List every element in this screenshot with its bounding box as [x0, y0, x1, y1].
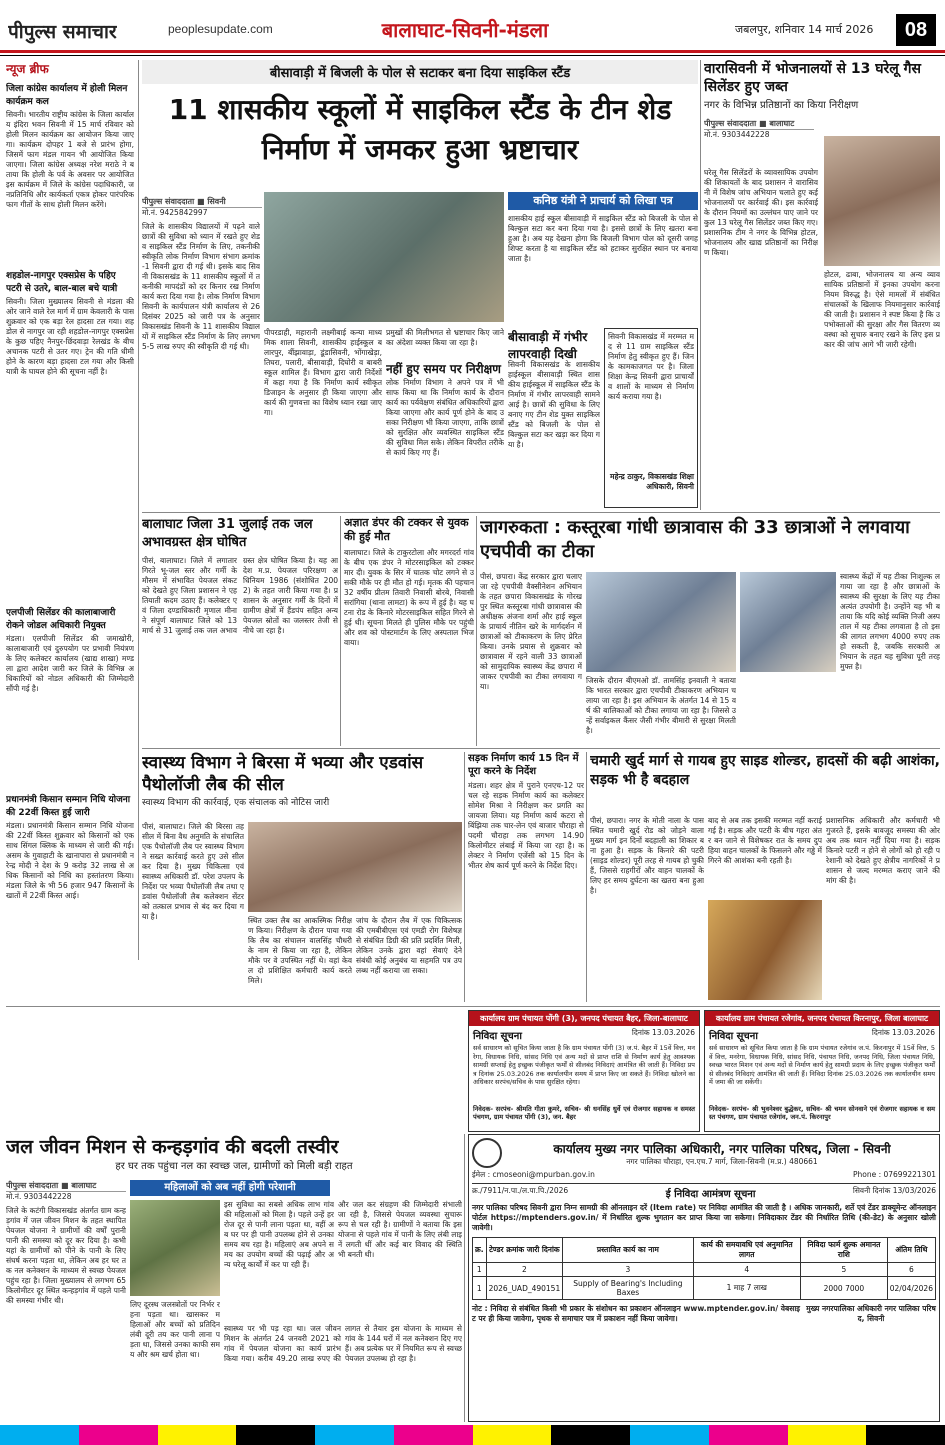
lead-body-1: जिले के शासकीय विद्यालयों में पढ़ने वाले छात्रों की सुविधा को ध्यान में रखते हुए शेड व साइकिल स्टैंड निर्माण के लिए, तकनीकी स्वीकृति लोक निर्माण विभाग संभाग क्रमांक-1 सिवनी द्वारा दी गई थी। इसके बाद सिवनी विकासखंड के 11 शासकीय स्कूलों में तकनीकी मापदंडों को दर किनार रख निर्माण कार्य करा दिया गया है। लोक निर्माण विभाग सिवनी के कार्यपालन यंत्री कार्यालय से 26 दिसंबर 2025 को जारी पत्र के अनुसार विकासखंड सिवनी के 11 शासकीय विद्यालयों में साइकिल स्टैंड निर्माण के लिए लगभग 5-5 लाख रुपए की स्वीकृति दी गई थी।: [142, 222, 260, 351]
lead-byline: पीपुल्स संवाददाता ■ सिवनी: [142, 196, 262, 208]
jal-body-4: स्वास्थ्य पर भी पड़ रहा था। जल जीवन मिशन के अंतर्गत 24 जनवरी 2021 को गांव में पेयजल योजना का कार्य प्रारंभ किया गया। करीब 49.20 लाख रुपए की लागत से तैयार इस योजना के माध्यम से गांव के 144 घरों में नल कनेक्शन दिए गए हैं। अब प्रत्येक घर में नियमित रूप से स्वच्छ पेयजल उपलब्ध हो रहा है।: [224, 1324, 462, 1363]
nps-col-fee: निविदा फार्म शुल्क अमानत राशि: [801, 1238, 888, 1263]
nps-col-work: प्रस्तावित कार्य का नाम: [563, 1238, 693, 1263]
jal-body-1: जिले के कटंगी विकासखंड अंतर्गत ग्राम कन्हड़गांव में जल जीवन मिशन के तहत स्थापित पेयजल योजना ने ग्रामीणों की वर्षों पुरानी पानी की समस्या को दूर कर दिया है। कभी यहां के ग्रामीणों को पीने के पानी के लिए संघर्ष करना पड़ता था, लेकिन अब हर घर तक नल कनेक्शन के माध्यम से स्वच्छ पेयजल पहुंच रहा है। जिला मुख्यालय से लगभग 65 किलोमीटर दूर स्थित कन्हड़गांव में पहले पानी की समस्या गंभीर थी।: [6, 1206, 126, 1305]
lead-headline: 11 शासकीय स्कूलों में साइकिल स्टैंड के टीन शेड निर्माण में जमकर हुआ भ्रष्टाचार: [168, 93, 672, 166]
hpv-vaccine-story: [480, 516, 940, 746]
page-number: 08: [896, 14, 936, 46]
lead-body-5: शासकीय हाई स्कूल बीसावाड़ी में साइकिल स्टैंड को बिजली के पोल से बिल्कुल सटा कर बना दिया गया है। इससे छात्रों के लिए खतरा बना हुआ है। अब यह देखना होगा कि बिजली विभाग पोल को दूसरी जगह शिफ्ट करता है या साइकिल स्टैंड को हटाकर सुरक्षित स्थान पर बनाया जाता है।: [508, 214, 698, 263]
column-divider: [464, 752, 465, 1002]
lead-quote: सिवनी विकासखंड में मरम्मत मद से 11 ग्राम साइकिल स्टैंड निर्माण हेतु स्वीकृत हुए हैं। जिनके कामकाजगत पर है। जिला शिक्षा केन्द्र सिवनी द्वारा प्राचार्यों व शालों के माध्यम से निर्माण कार्य कराया गया है।: [608, 332, 694, 401]
nps-intro: नगर पालिका परिषद सिवनी द्वारा निम्न सामग्री की ऑनलाइन दरें (Item rate) पर निविदा आमंत्रित की जाती है । अधिक जानकारी, शर्ते एवं टेंडर डाक्यूमेन्ट ऑनलाइन पोर्टल https://mptenders.gov.in/ में निर्धारित शुल्क भुगतान कर प्राप्त किया जा सकेगा। निविदाकार टेंडर की निर्धारित तिथि (की-डेट) के अनुसार खोली जावेगी।: [472, 1203, 936, 1232]
nps-title: कार्यालय मुख्य नगर पालिका अधिकारी, नगर पालिका परिषद, जिला - सिवनी: [553, 1141, 891, 1156]
tika-body-2: जिसके दौरान बीएमओ डॉ. तामसिंह इनवाती ने बताया कि भारत सरकार द्वारा एचपीवी टीकाकरण अभियान चलाया जा रहा है। इस अभियान के अंतर्गत 14 से 15 वर्ष की बालिकाओं को टीका लगाया जा रहा है। जिससे उन्हें सर्वाइकल कैंसर जैसी गंभीर बीमारी से सुरक्षा मिलती है।: [586, 676, 736, 735]
jal-jeevan-story: [6, 1134, 462, 1422]
column-divider: [476, 516, 477, 746]
nps-date: सिवनी दिनांक 13/03/2026: [852, 1186, 936, 1195]
lab-subhead: स्वास्थ्य विभाग की कार्रवाई, एक संचालक को नोटिस जारी: [142, 798, 330, 808]
lpg-headline: वारासिवनी में भोजनालयों से 13 घरेलू गैस सिलेंडर हुए जब्त: [704, 61, 921, 95]
nps-col-sr: क्र.: [473, 1238, 487, 1263]
lab-body-1: पीसं, बालाघाट। जिले की बिरसा तहसील में बिना वैध अनुमति के संचालित एक पैथोलॉजी लैब पर स्वास्थ्य विभाग ने सख्त कार्रवाई करते हुए उसे सील कर दिया है। मुख्य चिकित्सा एवं स्वास्थ्य अधिकारी डॉ. परेश उपलप के निर्देश पर भव्या पैथोलॉजी लैब तथा एडवांस पैथोलॉजी लैब कलेक्शन सेंटर को तत्काल प्रभाव से बंद कर दिया गया है।: [142, 822, 244, 921]
jal-byline: पीपुल्स संवाददाता ■ बालाघाट: [6, 1180, 126, 1192]
lead-body-6: सिवनी विकासखंड के शासकीय हाईस्कूल बीसावाड़ी स्थित शासकीय हाईस्कूल में साइकिल स्टैंड के निर्माण में गंभीर लापरवाही सामने आई है। छात्रों की सुविधा के लिए बनाए गए टीन शेड युक्त साइकिल स्टैंड को बिजली के पोल से बिल्कुल सटा कर खड़ा कर दिया गया है।: [508, 360, 600, 449]
shoulder-photo: [708, 900, 822, 1000]
accident-body: बालाघाट। जिले के टाकुरटोला और मगरदर्रा गांव के बीच एक डंपर ने मोटरसाइकिल को टक्कर मार दी। युवक के सिर में घातक चोट लगने से उसकी मौके पर ही मौत हो गई। मृतक की पहचान 32 वर्षीय प्रीतम तिवारी निवासी बोरबे, निवासी सरांगिया (थाना लामटा) के रूप में हुई है। यह घटना रोड के किनारे मोटरसाइकिल सहित गिरने से हुई थी। सूचना मिलते ही पुलिस मौके पर पहुंची और शव को पोस्टमार्टम के लिए अस्पताल भिजवाया।: [344, 548, 474, 647]
nps-row-lastdate: 02/04/2026: [887, 1277, 935, 1300]
column-divider: [586, 752, 587, 1002]
jal-bar: महिलाओं को अब नहीं होगी परेशानी: [130, 1180, 330, 1196]
tika-headline: जागरुकता : कस्तूरबा गांधी छात्रावास की 33 छात्राओं ने लगवाया एचपीवी का टीका: [480, 517, 910, 562]
jal-caption: लिए दूरस्थ जलस्त्रोतों पर निर्भर रहना पड़ता था। खासकर महिलाओं और बच्चों को प्रतिदिन लंबी दूरी तय कर पानी लाना पड़ता था, जिससे उनका काफी समय और श्रम खर्च होता था।: [130, 1300, 220, 1359]
jal-phone: मो.नं. 9303442228: [6, 1192, 72, 1201]
column-divider: [340, 516, 341, 746]
jal-body-3: और जल कर संग्रहण की जिम्मेदारी संभाली जा रही है, जिससे पेयजल व्यवस्था सुचारू रूप से चल रही है। ग्रामीणों ने बताया कि इस योजना से पहले गांव में पानी के लिए लंबी लाइनें लगती थीं और कई बार विवाद की स्थिति भी बनती थी।: [338, 1200, 462, 1259]
jal-photo-tap: [130, 1200, 220, 1296]
nps-label: ई निविदा आमंत्रण सूचना: [665, 1189, 756, 1200]
tender2-date: दिनांक 13.03.2026: [871, 1028, 935, 1037]
tender1-label: निविदा सूचना: [473, 1031, 522, 1042]
nps-table: [472, 1237, 936, 1300]
jal-headline: जल जीवन मिशन से कन्हड़गांव की बदली तस्वीर: [6, 1136, 339, 1158]
edition-band: बालाघाट-सिवनी-मंडला: [381, 18, 549, 42]
brief-title: न्यूज ब्रीफ: [6, 62, 49, 76]
tender2-body: सर्व साधारण को सूचित किया जाता है कि ग्राम पंचायत रजेगांव ज.पं. किरनापुर में 15वें वित्त, 5वें वित्त, मनरेगा, विधायक निधि, सांसद निधि, पंचायत निधि, जनपद निधि, जिला पंचायत निधि, स्वच्छ भारत मिशन एवं अन्य मदों से निर्माण कार्य हेतु सामग्री प्रदाय के लिए इच्छुक पंजीकृत फर्मों से सीलबंद निविदाएं आमंत्रित की जाती हैं। निविदा दिनांक 25.03.2026 तक कार्यालयीन समय में जमा की जा सकेंगी।: [709, 1044, 935, 1086]
news-brief-column: [6, 60, 134, 940]
nps-num: 4: [693, 1263, 801, 1277]
nps-num: 6: [887, 1263, 935, 1277]
lpg-story: [704, 60, 940, 510]
column-divider: [464, 1134, 465, 1422]
row-divider: [6, 1006, 940, 1007]
shoulder-body-1: पीसं, छपारा। नगर के मोती नाला के पास स्थित चमारी खुर्द रोड को जोड़ने वाला मुख्य मार्ग इन दिनों बदहाली का शिकार बना हुआ है। सड़क के किनारे की पटरी (साइड शोल्डर) पूरी तरह से गायब हो चुकी हैं, जिससे राहगीरों और वाहन चालकों के लिए हर समय दुर्घटना का खतरा बना हुआ है।: [590, 816, 704, 895]
row-divider: [142, 748, 940, 749]
lead-phone: मो.नं. 9425842997: [142, 208, 208, 217]
tender-notice-rajegaon: [704, 1010, 940, 1132]
lpg-subhead: नगर के विभिन्न प्रतिष्ठानों का किया निरीक्षण: [704, 100, 859, 111]
tender1-date: दिनांक 13.03.2026: [631, 1028, 695, 1037]
lead-body-2: पीपरडाही, महारानी लक्ष्मीबाई कन्या माध्यमिक शाला सिवनी, शासकीय हाईस्कूल बलारपुर, बींझावाड़ा, डूंडासिवनी, भोंगाखेड़ा, तिघरा, पलारी, बीसावाड़ी, दिघोरी व बाबरी स्कूल शामिल हैं। विभाग द्वारा जारी निर्देशों में कहा गया है कि निर्माण कार्य स्वीकृत डिजाइन के अनुसार ही किया जाएगा और कार्य की गुणवत्ता का विशेष ध्यान रखा जाएगा।: [264, 328, 382, 417]
pathology-lab-story: [142, 752, 462, 1002]
brief-head-4: प्रधानमंत्री किसान सम्मान निधि योजना की 22वीं किस्त हुई जारी: [6, 795, 131, 818]
brief-head-3: एलपीजी सिलेंडर की कालाबाजारी रोकने जोडल अधिकारी नियुक्त: [6, 608, 116, 631]
lead-bar: कनिष्ठ यंत्री ने प्राचार्य को लिखा पत्र: [508, 192, 698, 210]
brief-body-1: सिवनी। भारतीय राष्ट्रीय कांग्रेस के जिला कार्यालय इंदिरा भवन सिवनी में 15 मार्च रविवार को होली मिलन कार्यक्रम का आयोजन किया जाएगा। कार्यक्रम दोपहर 1 बजे से प्रारंभ होगा, जिसमें फाग मंडल गायन भी आयोजित किया जाएगा। जिला कांग्रेस अध्यक्ष नरेश मराठे ने बताया कि होली के पर्व के अवसर पर आयोजित इस कार्यक्रम में जिले के कांग्रेस पदाधिकारी, जनप्रतिनिधि और कार्यकर्ता एकत्र होकर पारंपरिक फाग गीतों के साथ होली मिलन करेंगे।: [6, 110, 134, 209]
newspaper-logo: पीपुल्स समाचार: [8, 21, 117, 43]
lpg-body-2: होटल, ढाबा, भोजनालय या अन्य व्यावसायिक प्रतिष्ठानों में इनका उपयोग करना नियम विरुद्ध है। ऐसे मामलों में संबंधित संचालकों के खिलाफ नियमानुसार कार्रवाई की जाती है। प्रशासन ने स्पष्ट किया है कि उपभोक्ताओं की सुरक्षा और गैस वितरण व्यवस्था को सुचारु बनाए रखने के लिए इस प्रकार की जांच आगे भी जारी रहेगी।: [824, 270, 940, 349]
nps-row-work: Supply of Bearing's Including Baxes: [563, 1277, 693, 1300]
lab-photo: [248, 822, 462, 912]
brief-body-4: मंडला। प्रधानमंत्री किसान सम्मान निधि योजना की 22वीं किस्त शुक्रवार को किसानों को एकसाथ सिंगल क्लिक के माध्यम से जारी की गई। असम के गुवाहाटी के खानापारा से प्रधानमंत्री नरेन्द्र मोदी ने देश के 9 करोड़ 32 लाख से अधिक किसानों को निधि का हस्तांतरण किया। मंडला जिले के भी 56 हजार 947 किसानों के खातों में 22वीं किस्त आई।: [6, 821, 134, 900]
tika-photo-clinic: [740, 572, 836, 672]
road-shoulder-story: [590, 752, 940, 1002]
lead-subhead-2: बीसावाड़ी में गंभीर लापरवाही दिखी: [508, 330, 588, 361]
tender2-title: कार्यालय ग्राम पंचायत रजेगांव, जनपद पंचायत किरनापुर, जिला बालाघाट: [705, 1011, 939, 1026]
nps-num: 5: [801, 1263, 888, 1277]
lpg-photo-cylinders: [824, 136, 940, 266]
tender1-sign: निवेदक- सरपंच- श्रीमति गीता कुमरे, सचिव- श्री धनसिंह धुर्वे एवं रोजगार सहायक व समस्त पंचगण, ग्राम पंचायत पोंगी (3), जन. बैहर: [473, 1105, 695, 1121]
lead-story: [142, 60, 698, 510]
lead-quote-box: [604, 328, 698, 508]
emblem-icon: [472, 1138, 502, 1168]
water-body: पीसं, बालाघाट। जिले में लगातार गिरते भू-जल स्तर और गर्मी के मौसम में संभावित पेयजल संकट को देखते हुए जिला प्रशासन ने एहतियाती कदम उठाए हैं। कलेक्टर एवं जिला दण्डाधिकारी मृणाल मीना ने संपूर्ण बालाघाट जिले को 13 मार्च से 31 जुलाई तक जल अभावग्रस्त क्षेत्र घोषित किया है। यह आदेश म.प्र. पेयजल परिरक्षण अधिनियम 1986 (संशोधित 2002) के तहत जारी किया गया है। प्रशासन के अनुसार गर्मी के दिनों में ग्रामीण क्षेत्रों में हैंडपंप सहित अन्य पेयजल स्रोतों का जलस्तर तेजी से नीचे जा रहा है।: [142, 556, 338, 635]
lead-photo-cycle-stand: [264, 192, 504, 322]
brief-head-1: जिला कांग्रेस कार्यालय में होली मिलन कार्यक्रम कल: [6, 84, 128, 107]
nps-address: नगर पालिका चौराहा, एन.एच.7 मार्ग, जिला-सिवनी (म.प्र.) 480661: [626, 1156, 818, 1166]
lpg-body-1: घरेलू गैस सिलेंडरों के व्यावसायिक उपयोग की शिकायतों के बाद प्रशासन ने वारासिवनी में विशेष जांच अभियान चलाते हुए कई भोजनालयों पर कार्रवाई की। इस कार्रवाई के दौरान नियमों का उल्लंघन पाए जाने पर कुल 13 घरेलू गैस सिलेंडर जब्त किए गए। प्रशासनिक टीम ने नगर के विभिन्न होटल, भोजनालय और खाद्य प्रतिष्ठानों का निरीक्षण किया।: [704, 168, 818, 257]
shoulder-body-2: बाद से अब तक इसकी मरम्मत नहीं कराई गई है। सड़क और पटरी के बीच गहरा अंतर बन जाने से विशेषकर रात के समय दुपहिया वाहन चालकों के फिसलने और गड्ढे में गिरने की आशंका बनी रहती है।: [708, 816, 822, 865]
sadak-headline: सड़क निर्माण कार्य 15 दिन में पूरा करने के निर्देश: [468, 753, 579, 777]
nps-row-duration: 1 माह 7 लाख: [693, 1277, 801, 1300]
tender1-title: कार्यालय ग्राम पंचायत पोंगी (3), जनपद पंचायत बैहर, जिला-बालाघाट: [469, 1011, 699, 1026]
print-color-strip: [0, 1425, 945, 1445]
website-link[interactable]: peoplesupdate.com: [168, 22, 273, 36]
lab-headline: स्वास्थ्य विभाग ने बिरसा में भव्या और एडवांस पैथोलॉजी लैब की सील: [142, 753, 424, 795]
nps-col-lastdate: अंतिम तिथि: [887, 1238, 935, 1263]
sadak-body: मंडला। शहर क्षेत्र में पुराने एनएच-12 पर चल रहे सड़क निर्माण कार्य का कलेक्टर सोमेश मिश्रा ने निरीक्षण कर प्रगति का जायजा लिया। यह निर्माण कार्य कटरा से बिंझिया तक चार-लेन एवं बाजार चौराहा से पदमी चौराहा तक लगभग 14.90 किलोमीटर लंबाई में किया जा रहा है। कलेक्टर ने निर्माण एजेंसी को 15 दिन के भीतर शेष कार्य पूर्ण करने के निर्देश दिए।: [468, 781, 584, 870]
nps-row-sr: 1: [473, 1277, 487, 1300]
lpg-phone: मो.नं. 9303442228: [704, 130, 770, 139]
tender-notice-pongi: [468, 1010, 700, 1132]
nps-row-tender: 2026_UAD_490151: [486, 1277, 563, 1300]
nps-num: 2: [486, 1263, 563, 1277]
lead-kicker: बीसावाड़ी में बिजली के पोल से सटाकर बना दिया साइकिल स्टैंड: [142, 60, 698, 84]
row-divider: [142, 512, 940, 513]
tika-photo-students: [586, 572, 736, 672]
nps-email: ईमेल : cmoseoni@mpurban.gov.in: [472, 1170, 595, 1179]
shoulder-headline: चमारी खुर्द मार्ग से गायब हुए साइड शोल्डर, हादसों की बढ़ी आशंका, सड़क भी है बदहाल: [590, 753, 940, 788]
tender1-body: सर्व साधारण को सूचित किया जाता है कि ग्राम पंचायत पोंगी (3) ज.पं. बैहर में 15वें वित्त, मनरेगा, विधायक निधि, सांसद निधि एवं अन्य मदों से प्राप्त राशि से निर्माण कार्य हेतु आवश्यक सामग्री सप्लाई हेतु इच्छुक पंजीकृत फर्मों से सीलबंद निविदाएं आमंत्रित की जाती हैं। निविदा प्रपत्र दिनांक 25.03.2026 तक कार्यालयीन समय में प्राप्त किए जा सकते हैं। निविदा खोलने का अधिकार सरपंच/सचिव के पास सुरक्षित रहेगा।: [473, 1044, 695, 1086]
nps-col-tender: टेण्डर क्रमांक जारी दिनांक: [486, 1238, 563, 1263]
header-rule-thin: [0, 55, 945, 56]
tika-body-3: स्वास्थ्य केंद्रों में यह टीका निःशुल्क लगाया जा रहा है और छात्राओं के स्वास्थ्य की सुरक्षा के लिए यह टीका अत्यंत उपयोगी है। उन्होंने यह भी बताया कि यदि कोई व्यक्ति निजी अस्पताल में यह टीका लगवाता है तो इसकी लागत लगभग 4000 रुपए तक हो सकती है, जबकि सरकारी अभियान के तहत यह सुविधा पूरी तरह मुफ्त है।: [840, 572, 940, 671]
road-construction-story: [468, 752, 584, 1002]
nps-row-fee: 2000 7000: [801, 1277, 888, 1300]
municipal-e-tender: [468, 1134, 940, 1422]
water-headline: बालाघाट जिला 31 जुलाई तक जल अभावग्रस्त क्षेत्र घोषित: [142, 517, 313, 550]
edition-date: जबलपुर, शनिवार 14 मार्च 2026: [735, 23, 874, 36]
nps-sign: मुख्य नगरपालिका अधिकारी नगर पालिका परिषद, सिवनी: [806, 1304, 936, 1323]
accident-headline: अज्ञात डंपर की टक्कर से युवक की हुई मौत: [344, 516, 469, 543]
lab-body-3: जांच के दौरान लैब में एक चिकित्सक की एमबीबीएस एवं एमडी रोग विशेषज्ञ से संबंधित डिग्री की प्रति प्रदर्शित मिली, लेकिन उनके द्वारा वहां सेवाएं देने संबंधी कोई अनुबंध या सहमति पत्र उपलब्ध नहीं कराया जा सका।: [356, 916, 462, 975]
tender2-sign: निवेदक- सरपंच- श्री भुवनेश्वर बुद्धेकर, सचिव- श्री चमन सोनवाने एवं रोजगार सहायक व समस्त पंचगण, ग्राम पंचायत रजेगांव, जन.पं. किरनापुर: [709, 1105, 935, 1121]
nps-num: 1: [473, 1263, 487, 1277]
nps-ref: क्र./7911/न.पा./ल.पा.पि./2026: [472, 1186, 569, 1195]
tender2-label: निविदा सूचना: [709, 1031, 758, 1042]
water-scarcity-story: [142, 516, 338, 746]
lead-subhead-1: नहीं हुए समय पर निरीक्षण: [386, 362, 501, 376]
brief-body-3: मंडला। एलपीजी सिलेंडर की जमाखोरी, कालाबाजारी एवं दुरुपयोग पर प्रभावी नियंत्रण के लिए कलेक्टर कार्यालय (खाद्य शाखा) मण्डला द्वारा आदेश जारी कर जिले के विभिन्न अधिकारियों को नोडल अधिकारी की जिम्मेदारी सौंपी गई है।: [6, 634, 134, 693]
nps-note: नोट : निविदा से संबंधित किसी भी प्रकार के संशोधन का प्रकाशन ऑनलाइन www.mptender.gov.in/ वेबसाइट पर ही किया जावेगा, पृथक से समाचार पत्र में प्रकाशन नहीं किया जावेगा।: [472, 1304, 800, 1323]
header-rule: [0, 50, 945, 53]
tika-body-1: पीसं, छपारा। केंद्र सरकार द्वारा चलाए जा रहे एचपीवी वैक्सीनेशन अभियान के तहत छपारा विकासखंड के गोरखपुर स्थित कस्तूरबा गांधी छात्रावास की अधीक्षक अंजना शर्मा और हाई स्कूल के प्राचार्य नीतिन खरे के मार्गदर्शन में छात्राओं को टीकाकरण के लिए प्रेरित किया। उनके प्रयास से शुक्रवार को छात्रावास में रहने वाली 33 छात्राओं को सामुदायिक स्वास्थ्य केंद्र छपारा में जाकर एचपीवी का टीका लगवाया गया।: [480, 572, 582, 691]
nps-col-duration: कार्य की समयावधि एवं अनुमानित लागत: [693, 1238, 801, 1263]
column-divider: [138, 60, 139, 960]
jal-subhead: हर घर तक पहुंचा नल का स्वच्छ जल, ग्रामीणों को मिली बड़ी राहत: [115, 1161, 353, 1172]
column-divider: [700, 60, 701, 510]
lead-body-3: प्रमुखों की मिलीभगत से भ्रष्टाचार किए जाने का अंदेशा व्यक्त किया जा रहा है।: [386, 328, 504, 347]
accident-story: [344, 516, 474, 746]
lab-body-2: स्थित उक्त लैब का आकस्मिक निरीक्षण किया। निरीक्षण के दौरान पाया गया कि लैब का संचालन वालसिंह चौधरी के नाम से किया जा रहा है, लेकिन मौके पर वे उपस्थित नहीं थे। वहां केवल दो प्रशिक्षित कर्मचारी कार्य करते मिले।: [248, 916, 352, 985]
shoulder-body-3: प्रशासनिक अधिकारी और कर्मचारी भी गुजरते हैं, इसके बावजूद समस्या की ओर अब तक ध्यान नहीं दिया गया है। सड़क किनारे पटरी न होने से लोगों को हो रही परेशानी को देखते हुए क्षेत्रीय नागरिकों ने प्रशासन से जल्द मरम्मत कराए जाने की मांग की है।: [826, 816, 940, 885]
brief-head-2: शहडोल-नागपुर एक्सप्रेस के पहिए पटरी से उतरे, बाल-बाल बचे यात्री: [6, 271, 118, 294]
nps-phone: Phone : 07699221301: [852, 1170, 936, 1179]
jal-body-2: इस सुविधा का सबसे अधिक लाभ गांव की महिलाओं को मिला है। पहले उन्हें हर रोज दूर से पानी लाना पड़ता था, वहीं अब घर पर ही पानी उपलब्ध होने से उनका समय बच रहा है। महिलाएं अब अपने समय का उपयोग बच्चों की पढ़ाई और अन्य घरेलू कार्यों में कर पा रही हैं।: [224, 1200, 334, 1269]
lead-quote-by: महेन्द्र ठाकुर, विकासखंड शिक्षा अधिकारी, सिवनी: [610, 472, 694, 491]
brief-body-2: सिवनी। जिला मुख्यालय सिवनी से मंडला की ओर जाने वाले रेल मार्ग में ग्राम केवलारी के पास शुक्रवार को एक बड़ा रेल हादसा टल गया। शहडोल से नागपुर जा रही शहडोल-नागपुर एक्सप्रेस के कुछ पहिए नैनपुर-छिंदवाड़ा रेलखंड के बीच अचानक पटरी से उतर गए। ट्रेन की गति धीमी होने के कारण बड़ा हादसा टल गया और किसी यात्री के घायल होने की सूचना नहीं है।: [6, 297, 134, 376]
lead-body-4: लोक निर्माण विभाग ने अपने पत्र में भी साफ किया था कि निर्माण कार्य के दौरान कार्य का पर्यवेक्षण संबंधित अधिकारियों द्वारा किया जाएगा और कार्य पूर्ण होने के बाद उसका निरीक्षण भी किया जाएगा, ताकि छात्रों को सुरक्षित और व्यवस्थित साइकिल स्टैंड की सुविधा मिल सके। लेकिन विपरीत तरीके से कार्य किए गए हैं।: [386, 378, 504, 457]
nps-num: 3: [563, 1263, 693, 1277]
lpg-byline: पीपुल्स संवाददाता ■ बालाघाट: [704, 118, 814, 130]
